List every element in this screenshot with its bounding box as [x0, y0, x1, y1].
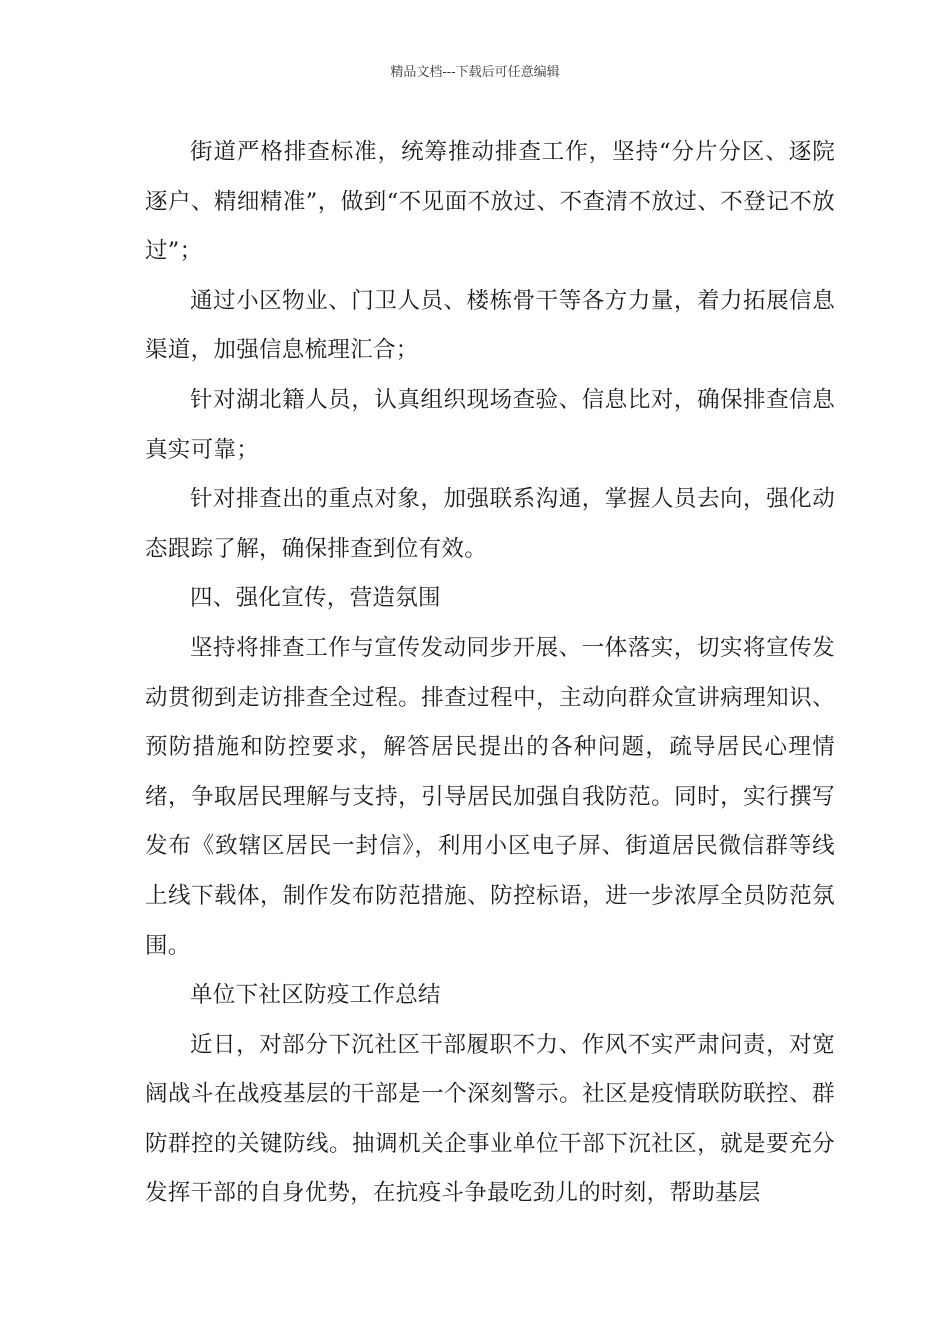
document-body [145, 128, 835, 1219]
paragraph: 街道严格排查标准，统筹推动排查工作，坚持“分片分区、逐院逐户、精细精准”，做到“不见面不放过、不查清不放过、不登记不放过”； [145, 139, 835, 265]
page-header: 精品文档---下载后可任意编辑 [390, 65, 560, 80]
paragraph: 通过小区物业、门卫人员、楼栋骨干等各方力量，着力拓展信息渠道，加强信息梳理汇合； [145, 287, 835, 364]
paragraph: 近日，对部分下沉社区干部履职不力、作风不实严肃问责，对宽阔战斗在战疫基层的干部是一个深刻警示。社区是疫情联防联控、群防群控的关键防线。抽调机关企事业单位干部下沉社区，就是要充分发挥干部的自身优势，在抗疫斗争最吃劲儿的时刻，帮助基层 [145, 1031, 835, 1207]
paragraph: 针对湖北籍人员，认真组织现场查验、信息比对，确保排查信息真实可靠； [145, 386, 835, 463]
paragraph: 坚持将排查工作与宣传发动同步开展、一体落实，切实将宣传发动贯彻到走访排查全过程。排查过程中，主动向群众宣讲病理知识、预防措施和防控要求，解答居民提出的各种问题，疏导居民心理情绪，争取居民理解与支持，引导居民加强自我防范。同时，实行撰写发布《致辖区居民一封信》，利用小区电子屏、街道居民微信群等线上线下载体，制作发布防范措施、防控标语，进一步浓厚全员防范氛围。 [145, 634, 835, 959]
document-title: 单位下社区防疫工作总结 [190, 982, 441, 1009]
section-heading: 四、强化宣传，营造氛围 [190, 585, 441, 612]
paragraph: 针对排查出的重点对象，加强联系沟通，掌握人员去向，强化动态跟踪了解，确保排查到位有效。 [145, 486, 835, 562]
